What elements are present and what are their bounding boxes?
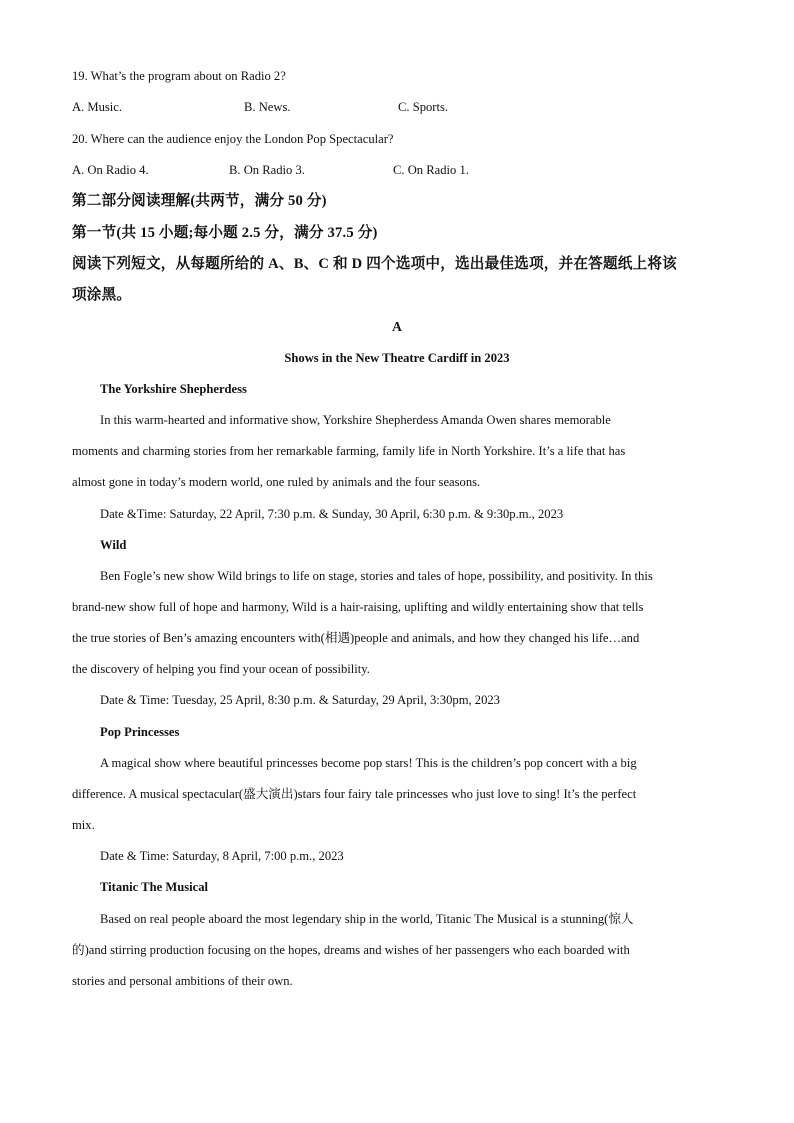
show-description-line: In this warm-hearted and informative show, Yorkshire Shepherdess Amanda Owen shares memorable: [100, 413, 611, 427]
section-title: 第一节(共 15 小题;每小题 2.5 分，满分 37.5 分): [72, 225, 378, 241]
show-description-line: Based on real people aboard the most legendary ship in the world, Titanic The Musical is a stunning(惊人: [100, 912, 634, 926]
show-name: Pop Princesses: [100, 725, 180, 739]
show-date-time: Date &Time: Saturday, 22 April, 7:30 p.m. & Sunday, 30 April, 6:30 p.m. & 9:30p.m., 2023: [100, 507, 564, 521]
question-20-stem: 20. Where can the audience enjoy the London Pop Spectacular?: [72, 132, 394, 146]
question-20-option-b: B. On Radio 3.: [229, 163, 305, 177]
show-description-line: 的)and stirring production focusing on the hopes, dreams and wishes of her passengers who each boarded with: [72, 943, 630, 957]
show-description-line: Ben Fogle’s new show Wild brings to life on stage, stories and tales of hope, possibility, and positivity. In this: [100, 569, 653, 583]
instruction-line-2: 项涂黑。: [72, 287, 132, 303]
question-19-stem: 19. What’s the program about on Radio 2?: [72, 69, 286, 83]
part-title: 第二部分阅读理解(共两节，满分 50 分): [72, 193, 327, 209]
show-description-line: mix.: [72, 818, 95, 832]
show-description-line: brand-new show full of hope and harmony, Wild is a hair-raising, uplifting and wildly entertaining show that tells: [72, 600, 644, 614]
show-description-line: the discovery of helping you find your ocean of possibility.: [72, 662, 370, 676]
show-description-line: stories and personal ambitions of their own.: [72, 974, 293, 988]
show-description-line: A magical show where beautiful princesses become pop stars! This is the children’s pop concert with a big: [100, 756, 637, 770]
instruction-line-1: 阅读下列短文，从每题所给的 A、B、C 和 D 四个选项中，选出最佳选项，并在答题纸上将该: [72, 256, 677, 272]
question-19-option-a: A. Music.: [72, 100, 123, 114]
show-description-line: the true stories of Ben’s amazing encounters with(相遇)people and animals, and how they changed his life…and: [72, 631, 640, 645]
show-date-time: Date & Time: Tuesday, 25 April, 8:30 p.m. & Saturday, 29 April, 3:30pm, 2023: [100, 693, 500, 707]
show-date-time: Date & Time: Saturday, 8 April, 7:00 p.m., 2023: [100, 849, 344, 863]
show-description-line: difference. A musical spectacular(盛大演出)stars four fairy tale princesses who just love to sing! It’s the perfect: [72, 787, 637, 801]
question-19-option-c: C. Sports.: [398, 100, 449, 114]
show-name: The Yorkshire Shepherdess: [100, 382, 247, 396]
question-20-option-c: C. On Radio 1.: [393, 163, 469, 177]
show-description-line: moments and charming stories from her remarkable farming, family life in North Yorkshire. It’s a life that has: [72, 444, 626, 458]
show-name: Wild: [100, 538, 127, 552]
show-description-line: almost gone in today’s modern world, one ruled by animals and the four seasons.: [72, 475, 481, 489]
question-20-option-a: A. On Radio 4.: [72, 163, 149, 177]
passage-title: Shows in the New Theatre Cardiff in 2023: [284, 351, 510, 365]
show-name: Titanic The Musical: [100, 880, 208, 894]
passage-letter: A: [392, 319, 402, 334]
question-19-option-b: B. News.: [244, 100, 291, 114]
